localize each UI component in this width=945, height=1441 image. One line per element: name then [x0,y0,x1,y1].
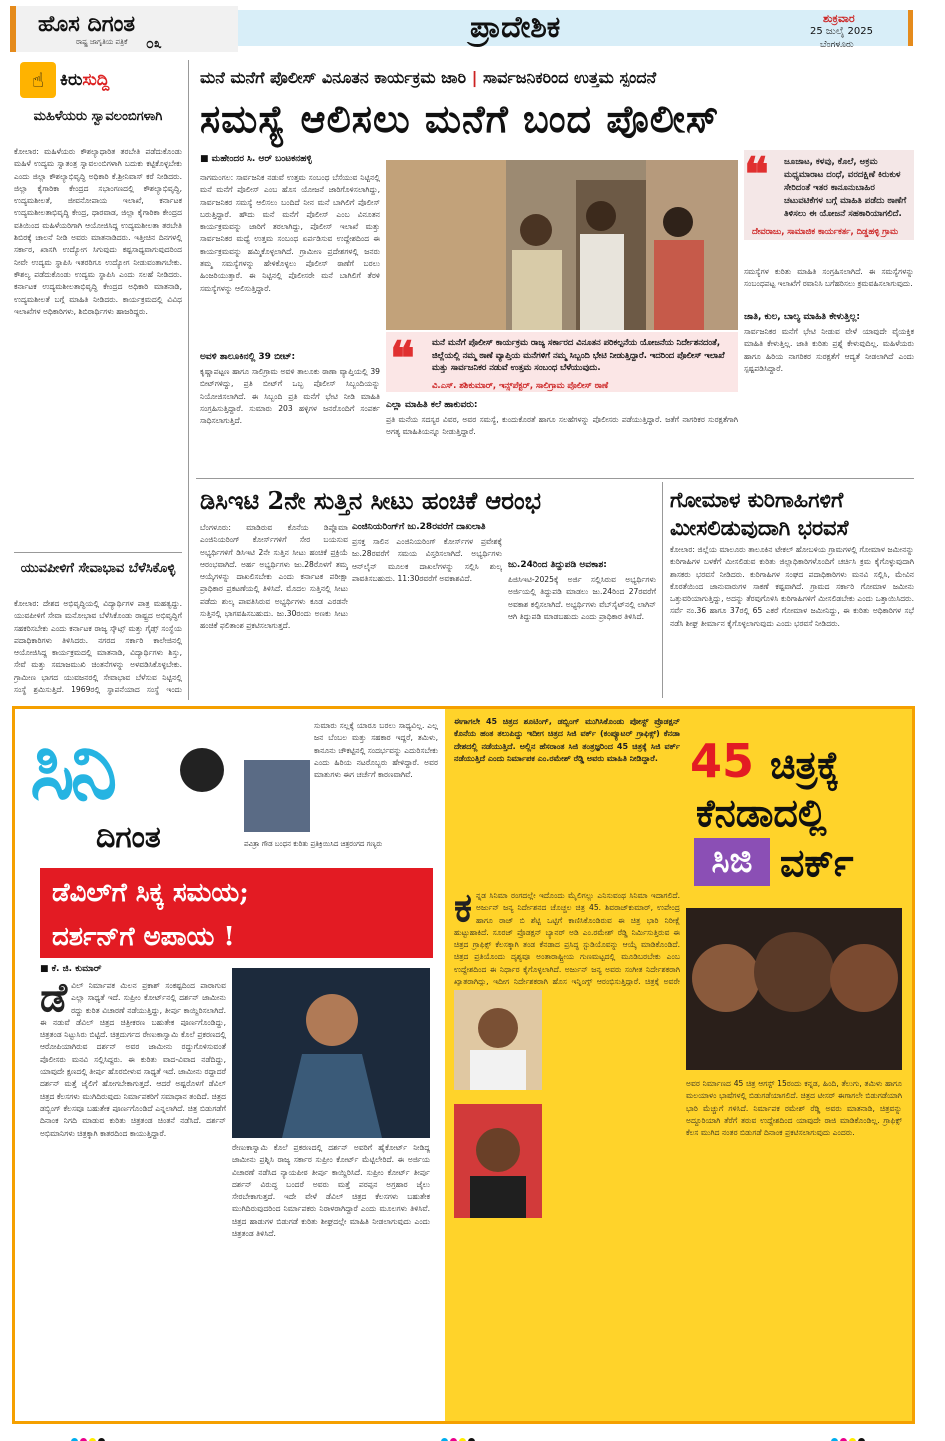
print-registration-marks [70,1430,106,1441]
police-subhead-2: ಎಲ್ಲಾ ಮಾಹಿತಿ ಕಲೆ ಹಾಕುವರು: [386,400,478,410]
gomala-headline: ಗೋಮಾಳ ಕುರಿಗಾಹಿಗಳಿಗೆ ಮೀಸಲಿಡುವುದಾಗಿ ಭರವಸೆ [670,487,849,540]
cg-body [454,890,680,986]
brief2-title: ಯುವಪೀಳಿಗೆ ಸೇವಾಭಾವ ಬೆಳೆಸಿಕೊಳ್ಳಿ [20,561,176,576]
cine-teaser: ಸುಮಾರು ಸಲ್ಲಕ್ಕೆ ಯಾರೂ ಬರಲು ಸಾಧ್ಯವಿಲ್ಲ. ಎಲ್ಲ ಜನ ಬೆಂಬಲ ಮತ್ತು ಸಹಕಾರ ಇದ್ದರೆ, ತಮಿಳು, ಕಾನೂನು ಚೌಕಟ್ಟಿನಲ್ಲಿ ಸಂದರ್ಭವನ್ನು ಎದುರಿಸಬೇಕು ಎಂದು ಹಿರಿಯ ನಟರೊಬ್ಬರು ಹೇಳಿದ್ದಾರೆ. ಅವರ ಮಾತುಗಳು ಈಗ ಚರ್ಚೆಗೆ ಕಾರಣವಾಗಿವೆ. [314,721,438,780]
kiru-label-prefix: ಕಿರು [60,70,83,90]
film-45-poster [686,908,902,1070]
police-photo-illustration [386,160,738,330]
divider [14,552,182,553]
devil-headline-2: ದರ್ಶನ್‌ಗೆ ಅಪಾಯ ! [52,922,235,952]
quote2-attribution: ವಿ.ಎಸ್. ಶಶಿಕುಮಾರ್, ಇನ್ಸ್‌ಪೆಕ್ಟರ್, ಸಾಲಿಗ್ರಾಮ ಪೊಲೀಸ್ ಠಾಣೆ [432,380,609,390]
dcet-headline: ಡಿಸಿಇಟಿ 2ನೇ ಸುತ್ತಿನ ಸೀಟು ಹಂಚಿಕೆ ಆರಂಭ [200,486,541,515]
film-45-poster-illustration [686,908,902,1070]
dcet-body-b: ಪ್ರಸಕ್ತ ಸಾಲಿನ ಎಂಜಿನಿಯರಿಂಗ್ ಕೋರ್ಸ್‌ಗಳ ಪ್ರವೇಶಕ್ಕೆ ಜು.28ರವರೆಗೆ ಸಮಯ ವಿಸ್ತರಿಸಲಾಗಿದೆ. ಅಭ್ಯರ್ಥಿಗಳು ಆನ್‌ಲೈನ್ ಮೂಲಕ ದಾಖಲೆಗಳನ್ನು ಸಲ್ಲಿಸಿ ಶುಲ್ಕ ಪಾವತಿಸಬಹುದು. 11:30ರವರೆಗೆ ಅವಕಾಶವಿದೆ. [352,537,502,583]
kiru-suddi-label [60,70,109,90]
kicker-right: ಸಾರ್ವಜನಿಕರಿಂದ ಉತ್ತಮ ಸ್ಪಂದನೆ [483,68,657,87]
quote1-text: ಜೂಜಾಟ, ಕಳವು, ಕೊಲೆ, ಅಕ್ರಮ ಮಧ್ಯಮಾರಾಟ ದಂಧೆ, ವರದಕ್ಷಿಣೆ ಕಿರುಕುಳ ಸೇರಿದಂತೆ ಇತರ ಕಾನೂನುಬಾಹಿರ ಚಟುವಟಿಕೆಗಳ ಬಗ್ಗೆ ಮಾಹಿತಿ ಪಡೆದು ಠಾಣೆಗೆ ತಿಳಿಸಲು ಈ ಯೋಜನೆ ಸಹಕಾರಿಯಾಗಲಿದೆ. [784,157,907,219]
masthead-accent-strip [908,10,913,46]
newspaper-tagline: ರಾಷ್ಟ್ರ ಜಾಗೃತಿಯ ಪತ್ರಿಕೆ [76,38,128,46]
police-headline: ಸಮಸ್ಯೆ ಆಲಿಸಲು ಮನೆಗೆ ಬಂದ ಪೊಲೀಸ್ [200,96,720,141]
darshan-photo-illustration [232,968,430,1138]
devil-byline: ■ ಕೆ. ಜಿ. ಕುಮಾರ್ [40,964,102,974]
square-bullet-icon: ■ [200,154,212,164]
page-number: ೦೩ [146,36,162,52]
quote2-text: ಮನೆ ಮನೆಗೆ ಪೊಲೀಸ್ ಕಾರ್ಯಕ್ರಮ ರಾಜ್ಯ ಸರ್ಕಾರದ ವಿನೂತನ ಪರಿಕಲ್ಪನೆಯ ಯೋಜನೆಯ ನಿರ್ದೇಶನದಂತೆ, ಜಿಲ್ಲೆಯಲ್ಲಿ ನಮ್ಮ ಠಾಣೆ ವ್ಯಾಪ್ತಿಯ ಮನೆಗಳಿಗೆ ನಮ್ಮ ಸಿಬ್ಬಂದಿ ಭೇಟಿ ನೀಡುತ್ತಿದ್ದಾರೆ. ಇದರಿಂದ ಪೊಲೀಸ್ ಇಲಾಖೆ ಮತ್ತು ಸಾರ್ವಜನಿಕರ ನಡುವೆ ಉತ್ತಮ ಸಂಬಂಧ ಬೆಳೆಯುವುದು. [432,337,725,372]
cg-dropcap: ಕ [454,890,472,931]
cg-headline-word-2: ಕೆನಡಾದಲ್ಲಿ [696,790,827,835]
cg-intro: ಈಗಾಗಲೇ 45 ಚಿತ್ರದ ಶೂಟಿಂಗ್, ಡಬ್ಬಿಂಗ್ ಮುಗಿಸಿಕೊಂಡು ಪೋಸ್ಟ್ ಪ್ರೊಡಕ್ಷನ್ ಕೊನೆಯ ಹಂತ ತಲುಪಿದ್ದು ಇದೀಗ ಚಿತ್ರದ ಸಿಜಿ ವರ್ಕ್ (ಕಂಪ್ಯೂಟರ್ ಗ್ರಾಫಿಕ್ಸ್) ಕೆನಡಾ ದೇಶದಲ್ಲಿ ನಡೆಯುತ್ತಿದೆ. ಅಲ್ಲಿನ ಹೆಸರಾಂತ ಸಿಜಿ ತಂತ್ರಜ್ಞರಿಂದ 45 ಚಿತ್ರಕ್ಕೆ ಸಿಜಿ ವರ್ಕ್ ನಡೆಯುತ್ತಿದೆ ಎಂದು ನಿರ್ಮಾಪಕ ಎಂ.ರಮೇಶ್ ರೆಡ್ಡಿ ಅವರು ಮಾಹಿತಿ ನೀಡಿದ್ದಾರೆ. [454,717,680,763]
cg-body-2: ಅವರ ನಿರ್ಮಾಣದ 45 ಚಿತ್ರ ಆಗಸ್ಟ್ 15ರಂದು ಕನ್ನಡ, ಹಿಂದಿ, ತೆಲುಗು, ತಮಿಳು ಹಾಗೂ ಮಲಯಾಳಂ ಭಾಷೆಗಳಲ್ಲಿ ಬಿಡುಗಡೆಯಾಗಲಿದೆ. ಚಿತ್ರದ ಟೀಸರ್ ಈಗಾಗಲೇ ಬಿಡುಗಡೆಯಾಗಿ ಭಾರಿ ಮೆಚ್ಚುಗೆ ಗಳಿಸಿದೆ. ನಿರ್ಮಾಪಕ ರಮೇಶ್ ರೆಡ್ಡಿ ಅವರು ಮಾತನಾಡಿ, ಚಿತ್ರವನ್ನು ಅದ್ದೂರಿಯಾಗಿ ತೆರೆಗೆ ತರುವ ಉದ್ದೇಶದಿಂದ ಯಾವುದೇ ರಾಜಿ ಮಾಡಿಕೊಂಡಿಲ್ಲ. ಗ್ರಾಫಿಕ್ಸ್ ಕೆಲಸ ಮುಗಿದ ನಂತರ ಬಿಡುಗಡೆ ದಿನಾಂಕ ಪ್ರಕಟಿಸಲಾಗುವುದು ಎಂದರು. [686,1079,902,1138]
column-rule [662,482,663,698]
quote1-attribution: ದೇವರಾಜು, ಸಾಮಾಜಿಕ ಕಾರ್ಯಕರ್ತ, ದಿಡ್ಡಹಳ್ಳಿ ಗ್ರಾಮ [752,226,898,236]
cg-headline-word-1: ಚಿತ್ರಕ್ಕೆ [770,742,840,787]
masthead-logo [10,6,238,52]
darshan-photo [232,968,430,1138]
police-body-1: ನಾಗಮಂಗಲ: ಸಾರ್ವಜನಿಕ ನಡುವೆ ಉತ್ತಮ ಸಂಬಂಧ ಬೆಸೆಯುವ ನಿಟ್ಟಿನಲ್ಲಿ ಮನೆ ಮನೆಗೆ ಪೊಲೀಸ್ ಎಂಬ ಹೊಸ ಯೋಜನೆ ಜಾರಿಗೊಳಿಸಲಾಗಿದ್ದು, ಸಾರ್ವಜನಿಕರ ಸಮಸ್ಯೆ ಆಲಿಸಲು ಬಂದಿದೆ ನೀನ ಮನೆ ಬಾಗಿಲಿಗೆ ಪೊಲೀಸ್ ಬರುತ್ತಿದ್ದಾರೆ. ಹೌದು ಮನೆ ಮನೆಗೆ ಪೊಲೀಸ್ ಎಂಬ ವಿನೂತನ ಕಾರ್ಯಕ್ರಮವನ್ನು ಜಾರಿಗೆ ತರಲಾಗಿದ್ದು, ಪೊಲೀಸ್ ಇಲಾಖೆ ಮತ್ತು ಸಾರ್ವಜನಿಕರ ಮಧ್ಯೆ ಉತ್ತಮ ಸಂಬಂಧ ಏರ್ಪಡಿಸುವ ಉದ್ದೇಶದಿಂದ ಈ ಕಾರ್ಯಕ್ರಮವನ್ನು ಹಮ್ಮಿಕೊಳ್ಳಲಾಗಿದೆ. ಗ್ರಾಮೀಣ ಪ್ರದೇಶಗಳಲ್ಲಿ ಜನರು ತಮ್ಮ ಸಮಸ್ಯೆಗಳನ್ನು ಹೇಳಿಕೊಳ್ಳಲು ಪೊಲೀಸ್ ಠಾಣೆಗೆ ಬರಲು ಹಿಂಜರಿಯುತ್ತಾರೆ. ಈ ನಿಟ್ಟಿನಲ್ಲಿ ಪೊಲೀಸರೇ ಮನೆ ಬಾಗಿಲಿಗೆ ತೆರಳಿ ಸಮಸ್ಯೆಗಳನ್ನು ಆಲಿಸುತ್ತಿದ್ದಾರೆ. [200,173,380,293]
section-title: ಪ್ರಾದೇಶಿಕ [470,10,561,45]
dcet-body: ಬೆಂಗಳೂರು: ಮಾಡಿರುವ ಕೊನೆಯ ಡಿಪ್ಲೊಮಾ ಎಂಜಿನಿಯರಿಂಗ್ ಕೋರ್ಸ್‌ಗಳಿಗೆ ಸೇರ ಬಯಸುವ ಅಭ್ಯರ್ಥಿಗಳಿಗೆ ಡಿಸಿಇಟಿ 2ನೇ ಸುತ್ತಿನ ಸೀಟು ಹಂಚಿಕೆ ಪ್ರಕ್ರಿಯೆ ಆರಂಭವಾಗಿದೆ. ಅರ್ಹ ಅಭ್ಯರ್ಥಿಗಳು ಜು.28ರೊಳಗೆ ತಮ್ಮ ಆಯ್ಕೆಗಳನ್ನು ದಾಖಲಿಸಬೇಕು ಎಂದು ಕರ್ನಾಟಕ ಪರೀಕ್ಷಾ ಪ್ರಾಧಿಕಾರ ಪ್ರಕಟಣೆಯಲ್ಲಿ ತಿಳಿಸಿದೆ. ಮೊದಲ ಸುತ್ತಿನಲ್ಲಿ ಸೀಟು ಪಡೆದು ಶುಲ್ಕ ಪಾವತಿಸಿರುವ ಅಭ್ಯರ್ಥಿಗಳು ಕೂಡ ಎರಡನೇ ಸುತ್ತಿನಲ್ಲಿ ಭಾಗವಹಿಸಬಹುದು. ಜು.30ರಂದು ಅಣಕು ಸೀಟು ಹಂಚಿಕೆ ಫಲಿತಾಂಶ ಪ್ರಕಟಿಸಲಾಗುತ್ತದೆ. [200,523,348,631]
police-byline: ■ ಮಹೇಂದರ ಸಿ. ಆರ್ ಬಂಟಕನಹಳ್ಳಿ [200,154,312,164]
police-kicker [200,68,656,88]
police-body-3: ಪ್ರತಿ ಮನೆಯ ಸದಸ್ಯರ ವಿವರ, ಅವರ ಸಮಸ್ಯೆ, ಕುಂದುಕೊರತೆ ಹಾಗೂ ಸಲಹೆಗಳನ್ನು ಪೊಲೀಸರು ಪಡೆಯುತ್ತಿದ್ದಾರೆ. ಜತೆಗೆ ನಾಗರಿಕರ ಸುರಕ್ಷತೆಗಾಗಿ ಅಗತ್ಯ ಮಾಹಿತಿಯನ್ನೂ ನೀಡುತ್ತಿದ್ದಾರೆ. [386,415,738,437]
cg-body-text: ನ್ನಡ ಸಿನಿಮಾ ರಂಗದಲ್ಲೇ ಇದೊಂದು ಮೈಲಿಗಲ್ಲು ಎನಿಸುವಂಥ ಸಿನಿಮಾ ಇದಾಗಲಿದೆ. ಅರ್ಜುನ್ ಜನ್ಯ ನಿರ್ದೇಶನದ ಚೊಚ್ಚಲ ಚಿತ್ರ 45. ಶಿವರಾಜ್‌ಕುಮಾರ್, ಉಪೇಂದ್ರ ಹಾಗೂ ರಾಜ್ ಬಿ ಶೆಟ್ಟಿ ಒಟ್ಟಿಗೆ ಕಾಣಿಸಿಕೊಂಡಿರುವ ಈ ಚಿತ್ರ ಭಾರಿ ನಿರೀಕ್ಷೆ ಹುಟ್ಟುಹಾಕಿದೆ. ಸೂರಜ್ ಪ್ರೊಡಕ್ಷನ್ ಬ್ಯಾನರ್ ಅಡಿ ಎಂ.ರಮೇಶ್ ರೆಡ್ಡಿ ನಿರ್ಮಿಸುತ್ತಿರುವ ಈ ಚಿತ್ರದ ಗ್ರಾಫಿಕ್ಸ್ ಕೆಲಸಕ್ಕಾಗಿ ತಂಡ ಕೆನಡಾದ ಪ್ರಸಿದ್ಧ ಸ್ಟುಡಿಯೊವನ್ನು ಆಯ್ಕೆ ಮಾಡಿಕೊಂಡಿದೆ. ಚಿತ್ರದ ಪ್ರತಿಯೊಂದು ದೃಶ್ಯವೂ ಅಂತಾರಾಷ್ಟ್ರೀಯ ಗುಣಮಟ್ಟದಲ್ಲಿ ಮೂಡಿಬರಬೇಕು ಎಂಬ ಉದ್ದೇಶದಿಂದ ಈ ನಿರ್ಧಾರ ಕೈಗೊಳ್ಳಲಾಗಿದೆ. ಅರ್ಜುನ್ ಜನ್ಯ ಅವರು ಸಂಗೀತ ನಿರ್ದೇಶಕರಾಗಿ ಖ್ಯಾತರಾಗಿದ್ದು, ಇದೀಗ ನಿರ್ದೇಶಕರಾಗಿ ಹೊಸ ಇನ್ನಿಂಗ್ಸ್ ಆರಂಭಿಸುತ್ತಿದ್ದಾರೆ. ಚಿತ್ರಕ್ಕೆ ಅವರೇ [454,891,680,986]
devil-body-text: ವಿಲ್ ನಿರ್ಮಾಪಕ ಮಿಲನ ಪ್ರಕಾಶ್ ಸಂಕಷ್ಟದಿಂದ ಪಾರಾಗುವ ಎಲ್ಲಾ ಸಾಧ್ಯತೆ ಇದೆ. ಸುಪ್ರೀಂ ಕೋರ್ಟ್‌ನಲ್ಲಿ ದರ್ಶನ್ ಜಾಮೀನು ರದ್ದು ಕುರಿತ ವಿಚಾರಣೆ ನಡೆಯುತ್ತಿದ್ದು, ತೀರ್ಪು ಕಾಯ್ದಿರಿಸಲಾಗಿದೆ. ಈ ನಡುವೆ ಡೆವಿಲ್ ಚಿತ್ರದ ಚಿತ್ರೀಕರಣ ಬಹುತೇಕ ಪೂರ್ಣಗೊಂಡಿದ್ದು, ಚಿತ್ರತಂಡ ನಿಟ್ಟುಸಿರು ಬಿಟ್ಟಿದೆ. ಚಿತ್ರದುರ್ಗದ ರೇಣುಕಾಸ್ವಾಮಿ ಕೊಲೆ ಪ್ರಕರಣದಲ್ಲಿ ಆರೋಪಿಯಾಗಿರುವ ದರ್ಶನ್ ಅವರ ಜಾಮೀನು ರದ್ದುಗೊಳಿಸುವಂತೆ ಪೊಲೀಸರು ಮನವಿ ಸಲ್ಲಿಸಿದ್ದರು. ಈ ಕುರಿತು ವಾದ-ವಿವಾದ ನಡೆದಿದ್ದು, ಯಾವುದೇ ಕ್ಷಣದಲ್ಲಿ ತೀರ್ಪು ಹೊರಬೀಳುವ ಸಾಧ್ಯತೆ ಇದೆ. ಜಾಮೀನು ರದ್ದಾದರೆ ದರ್ಶನ್ ಮತ್ತೆ ಜೈಲಿಗೆ ಹೋಗಬೇಕಾಗುತ್ತದೆ. ಆದರೆ ಅಷ್ಟರೊಳಗೆ ಡೆವಿಲ್ ಚಿತ್ರದ ಕೆಲಸಗಳು ಮುಗಿದಿರುವುದು ನಿರ್ಮಾಪಕರಿಗೆ ಸಮಾಧಾನ ತಂದಿದೆ. ಚಿತ್ರದ ಡಬ್ಬಿಂಗ್ ಕೆಲಸವೂ ಬಹುತೇಕ ಪೂರ್ಣಗೊಂಡಿದೆ ಎನ್ನಲಾಗಿದೆ. ಚಿತ್ರ ಬಿಡುಗಡೆಗೆ ದಿನಾಂಕ ನಿಗದಿ ಮಾಡುವ ಕುರಿತು ಚಿತ್ರತಂಡ ಚಿಂತನೆ ನಡೆಸಿದೆ. ದರ್ಶನ್ ಅಭಿಮಾನಿಗಳು ಚಿತ್ರಕ್ಕಾಗಿ ಕಾತರದಿಂದ ಕಾಯುತ್ತಿದ್ದಾರೆ. [40,981,226,1138]
masthead-bar [238,10,908,46]
hand-pointer-icon: ☝ [20,62,56,98]
square-bullet-icon: ■ [40,964,52,974]
director-photo-illustration [454,1104,542,1218]
police-body-4: ಸಮಸ್ಯೆಗಳ ಕುರಿತು ಮಾಹಿತಿ ಸಂಗ್ರಹಿಸಲಾಗಿದೆ. ಈ ಸಮಸ್ಯೆಗಳನ್ನು ಸಂಬಂಧಪಟ್ಟ ಇಲಾಖೆಗೆ ರವಾನಿಸಿ ಬಗೆಹರಿಸಲು ಕ್ರಮವಹಿಸಲಾಗುವುದು. [744,267,914,289]
brief2-body: ಕೋಲಾರ: ದೇಶದ ಅಭಿವೃದ್ಧಿಯಲ್ಲಿ ವಿದ್ಯಾರ್ಥಿಗಳ ಪಾತ್ರ ಮಹತ್ವದ್ದು. ಯುವಪೀಳಿಗೆ ಸೇವಾ ಮನೋಭಾವ ಬೆಳೆಸಿಕೊಂಡು ರಾಷ್ಟ್ರದ ಅಭಿವೃದ್ಧಿಗೆ ಸಹಕರಿಸಬೇಕು ಎಂದು ಕರ್ನಾಟಕ ರಾಜ್ಯ ಸ್ಕೌಟ್ಸ್ ಮತ್ತು ಗೈಡ್ಸ್ ಸಂಸ್ಥೆಯ ಪದಾಧಿಕಾರಿಗಳು ತಿಳಿಸಿದರು. ನಗರದ ಸರ್ಕಾರಿ ಕಾಲೇಜಿನಲ್ಲಿ ಆಯೋಜಿಸಿದ್ದ ಕಾರ್ಯಕ್ರಮದಲ್ಲಿ ಮಾತನಾಡಿ, ವಿದ್ಯಾರ್ಥಿಗಳು ಶಿಸ್ತು, ಸೇವೆ ಮತ್ತು ಸಮಾಜಮುಖಿ ಚಿಂತನೆಗಳನ್ನು ಅಳವಡಿಸಿಕೊಳ್ಳಬೇಕು. ಗ್ರಾಮೀಣ ಭಾಗದ ಯುವಜನರಲ್ಲಿ ಸೇವಾಭಾವ ಬೆಳೆಸುವ ನಿಟ್ಟಿನಲ್ಲಿ ಸಂಸ್ಥೆ ಶ್ರಮಿಸುತ್ತಿದೆ. 1969ರಲ್ಲಿ ಸ್ಥಾಪನೆಯಾದ ಸಂಸ್ಥೆ ಇಂದು [14,599,182,695]
devil-body-2: ರೇಣುಕಾಸ್ವಾಮಿ ಕೊಲೆ ಪ್ರಕರಣದಲ್ಲಿ ದರ್ಶನ್ ಅವರಿಗೆ ಹೈಕೋರ್ಟ್ ನೀಡಿದ್ದ ಜಾಮೀನು ಪ್ರಶ್ನಿಸಿ ರಾಜ್ಯ ಸರ್ಕಾರ ಸುಪ್ರೀಂ ಕೋರ್ಟ್ ಮೆಟ್ಟಿಲೇರಿದೆ. ಈ ಅರ್ಜಿಯ ವಿಚಾರಣೆ ನಡೆಸಿದ ನ್ಯಾಯಪೀಠ ತೀರ್ಪು ಕಾಯ್ದಿರಿಸಿದೆ. ಸುಪ್ರೀಂ ಕೋರ್ಟ್ ತೀರ್ಪು ದರ್ಶನ್ ವಿರುದ್ಧ ಬಂದರೆ ಅವರು ಮತ್ತೆ ಪರಪ್ಪನ ಅಗ್ರಹಾರ ಜೈಲು ಸೇರಬೇಕಾಗುತ್ತದೆ. ಇದೇ ವೇಳೆ ಡೆವಿಲ್ ಚಿತ್ರದ ಕೆಲಸಗಳು ಬಹುತೇಕ ಮುಗಿದಿರುವುದರಿಂದ ನಿರ್ಮಾಪಕರು ನಿರಾಳರಾಗಿದ್ದಾರೆ ಎಂದು ಮೂಲಗಳು ತಿಳಿಸಿವೆ. ಚಿತ್ರದ ಹಾಡುಗಳ ಬಿಡುಗಡೆ ಕುರಿತು ಶೀಘ್ರದಲ್ಲೇ ಮಾಹಿತಿ ನೀಡಲಾಗುವುದು ಎಂದು ಚಿತ್ರತಂಡ ತಿಳಿಸಿದೆ. [232,1143,430,1239]
brief1-title: ಮಹಿಳೆಯರು ಸ್ವಾವಲಂಬಿಗಳಾಗಿ [33,109,163,124]
print-registration-marks [440,1430,476,1441]
cg-body-col2 [548,990,680,1414]
police-subhead-3: ಜಾತಿ, ಕುಲ, ಬಾಲ್ಯ ಮಾಹಿತಿ ಕೇಳುತ್ತಿಲ್ಲ: [744,312,860,322]
quote-mark-icon: ❝ [744,147,769,201]
dcet-body-c: ಪಿಜಿಸಿಇಟಿ-2025ಕ್ಕೆ ಅರ್ಜಿ ಸಲ್ಲಿಸಿರುವ ಅಭ್ಯರ್ಥಿಗಳು ಅರ್ಜಿಯಲ್ಲಿ ತಿದ್ದುಪಡಿ ಮಾಡಲು ಜು.24ರಿಂದ 27ರವರೆಗೆ ಅವಕಾಶ ಕಲ್ಪಿಸಲಾಗಿದೆ. ಅಭ್ಯರ್ಥಿಗಳು ವೆಬ್‌ಸೈಟ್‌ನಲ್ಲಿ ಲಾಗಿನ್ ಆಗಿ ತಿದ್ದುಪಡಿ ಮಾಡಬಹುದು ಎಂದು ಪ್ರಾಧಿಕಾರ ತಿಳಿಸಿದೆ. [508,575,656,621]
cg-headline-word-3: ಸಿಜಿ [694,838,770,886]
brief1-body: ಕೋಲಾರ: ಮಹಿಳೆಯರು ಕೌಶಲ್ಯಾಧಾರಿತ ತರಬೇತಿ ಪಡೆದುಕೊಂಡು ಮಹಿಳೆ ಉದ್ಯಮ ಸ್ವಾತಂತ್ರ ಸ್ವಾವಲಂಬಿಗಳಾಗಿ ಬದುಕು ಕಟ್ಟಿಕೊಳ್ಳಬೇಕು ಎಂದು ಜಿಲ್ಲಾ ಕೌಶಲ್ಯಾಭಿವೃದ್ಧಿ ಅಧಿಕಾರಿ ಕೆ.ಶ್ರೀನಿವಾಸ್ ಕರೆ ನೀಡಿದರು. ಜಿಲ್ಲಾ ಕೈಗಾರಿಕಾ ಕೇಂದ್ರದ ಸಭಾಂಗಣದಲ್ಲಿ ಕೌಶಲ್ಯಾಭಿವೃದ್ಧಿ, ಉದ್ಯಮಶೀಲತೆ, ಜೀವನೋಪಾಯ ಇಲಾಖೆ, ಕರ್ನಾಟಕ ಉದ್ಯಮಶೀಲತಾಭಿವೃದ್ಧಿ ಕೇಂದ್ರ, ಧಾರವಾಡ, ಜಿಲ್ಲಾ ಕೈಗಾರಿಕಾ ಕೇಂದ್ರದ ವತಿಯಿಂದ ಮಹಿಳೆಯರಿಗಾಗಿ ಆಯೋಜಿಸಿದ್ದ ಉದ್ಯಮಶೀಲತಾ ತರಬೇತಿ ಶಿಬಿರಕ್ಕೆ ಚಾಲನೆ ನೀಡಿ ಅವರು ಮಾತನಾಡಿದರು. ಇತ್ತೀಚಿನ ದಿನಗಳಲ್ಲಿ ಸರ್ಕಾರ, ಖಾಸಗಿ ಉದ್ಯೋಗ ಸಿಗುವುದು ಕಷ್ಟಸಾಧ್ಯವಾಗುವುದರಿಂದ ನೀವೇ ಉದ್ಯಮ ಸ್ಥಾಪಿಸಿ ಇತರರಿಗೂ ಉದ್ಯೋಗ ನೀಡುವಂತಾಗಬೇಕು. ಕೌಶಲ್ಯ ಪಡೆದುಕೊಂಡು ಉದ್ಯಮ ಸ್ಥಾಪಿಸಿ ಎಂದು ಸಲಹೆ ನೀಡಿದರು. ಕರ್ನಾಟಕ ಉದ್ಯಮಶೀಲತಾಭಿವೃದ್ಧಿ ಕೇಂದ್ರದ ಅಧಿಕಾರಿ ಮಾತನಾಡಿ, ಉದ್ಯಮಶೀಲತೆ ಬಗ್ಗೆ ಮಾಹಿತಿ ನೀಡಿದರು. ಕಾರ್ಯಕ್ರಮದಲ್ಲಿ ವಿವಿಧ ಇಲಾಖೆಗಳ ಅಧಿಕಾರಿಗಳು, ಶಿಬಿರಾರ್ಥಿಗಳು ಹಾಜರಿದ್ದರು. [14,147,182,316]
director-photo [454,1104,542,1218]
police-body-5: ಸಾರ್ವಜನಿಕರ ಮನೆಗೆ ಭೇಟಿ ನೀಡುವ ವೇಳೆ ಯಾವುದೇ ವೈಯಕ್ತಿಕ ಮಾಹಿತಿ ಕೇಳುತ್ತಿಲ್ಲ. ಜಾತಿ ಕುರಿತು ಪ್ರಶ್ನೆ ಕೇಳುವುದಿಲ್ಲ. ಮಹಿಳೆಯರು ಹಾಗೂ ಹಿರಿಯ ನಾಗರಿಕರ ಸುರಕ್ಷತೆಗೆ ಆದ್ಯತೆ ನೀಡಲಾಗಿದೆ ಎಂದು ಸ್ಪಷ್ಟಪಡಿಸಿದ್ದಾರೆ. [744,327,914,373]
column-rule [188,60,189,700]
devil-headline-1: ಡೆವಿಲ್‌ಗೆ ಸಿಕ್ಕ ಸಮಯ; [52,878,249,908]
dcet-subhead-2: ಜು.24ರಿಂದ ತಿದ್ದುಪಡಿ ಅವಕಾಶ: [508,560,607,570]
producer-photo [454,990,542,1090]
police-visit-photo [386,160,738,330]
masthead-day: ಶುಕ್ರವಾರ [823,12,855,25]
masthead-city: ಬೆಂಗಳೂರು [820,40,854,50]
cg-headline-word-4: ವರ್ಕ್ [780,840,854,885]
film-reel-icon [180,748,224,792]
police-body-2: ಕೃಷ್ಣಾಪಟ್ಟಣ ಹಾಗೂ ಸಾಲಿಗ್ರಾಮ ಅವಳಿ ತಾಲೂಕು ಠಾಣಾ ವ್ಯಾಪ್ತಿಯಲ್ಲಿ 39 ಬೀಟ್‌ಗಳಿದ್ದು, ಪ್ರತಿ ಬೀಟ್‌ಗೆ ಒಬ್ಬ ಪೊಲೀಸ್ ಸಿಬ್ಬಂದಿಯನ್ನು ನಿಯೋಜಿಸಲಾಗಿದೆ. ಈ ಸಿಬ್ಬಂದಿ ಪ್ರತಿ ಮನೆಗೆ ಭೇಟಿ ನೀಡಿ ಮಾಹಿತಿ ಸಂಗ್ರಹಿಸುತ್ತಿದ್ದಾರೆ. ಸುಮಾರು 203 ಹಳ್ಳಿಗಳ ಜನರೊಂದಿಗೆ ಸಂಪರ್ಕ ಸಾಧಿಸಲಾಗುತ್ತಿದೆ. [200,367,380,426]
divider [196,478,914,479]
devil-body [40,980,226,1414]
kicker-left: ಮನೆ ಮನೆಗೆ ಪೊಲೀಸ್ ವಿನೂತನ ಕಾರ್ಯಕ್ರಮ ಜಾರಿ [200,68,467,87]
dcet-subhead-1: ಎಂಜಿನಿಯರಿಂಗ್‌ಗೆ ಜು.28ರವರೆಗೆ ದಾಖಲಾತಿ [352,522,486,532]
masthead-date: 25 ಜುಲೈ 2025 [810,26,873,37]
producer-photo-illustration [454,990,542,1090]
cg-headline-number: 45 [690,734,755,788]
gomala-body: ಕೋಲಾರ: ಜಿಲ್ಲೆಯ ಮಾಲೂರು ತಾಲೂಕಿನ ಟೇಕಲ್ ಹೋಬಳಿಯ ಗ್ರಾಮಗಳಲ್ಲಿ ಗೋಮಾಳ ಜಮೀನನ್ನು ಕುರಿಗಾಹಿಗಳ ಬಳಕೆಗೆ ಮೀಸಲಿಡುವ ಕುರಿತು ಜಿಲ್ಲಾಧಿಕಾರಿಗಳೊಂದಿಗೆ ಚರ್ಚಿಸಿ ಕ್ರಮ ಕೈಗೊಳ್ಳುವುದಾಗಿ ಶಾಸಕರು ಭರವಸೆ ನೀಡಿದರು. ಕುರಿಗಾಹಿಗಳ ಸಂಘದ ಪದಾಧಿಕಾರಿಗಳು ಮನವಿ ಸಲ್ಲಿಸಿ, ಮೇವಿನ ಕೊರತೆಯಿಂದ ಜಾನುವಾರುಗಳ ಸಾಕಣೆ ಕಷ್ಟವಾಗಿದೆ. ಗ್ರಾಮದ ಸರ್ಕಾರಿ ಗೋಮಾಳ ಜಮೀನು ಒತ್ತುವರಿಯಾಗುತ್ತಿದ್ದು, ಅದನ್ನು ತೆರವುಗೊಳಿಸಿ ಕುರಿಗಾಹಿಗಳಿಗೆ ಮೀಸಲಿಡಬೇಕು ಎಂದು ಒತ್ತಾಯಿಸಿದರು. ಸರ್ವೆ ನಂ.36 ಹಾಗೂ 37ರಲ್ಲಿ 65 ಎಕರೆ ಗೋಮಾಳ ಜಮೀನಿದ್ದು, ಈ ಕುರಿತು ಅಧಿಕಾರಿಗಳ ಸಭೆ ನಡೆಸಿ ಶೀಘ್ರ ತೀರ್ಮಾನ ಕೈಗೊಳ್ಳಲಾಗುವುದು ಎಂದು ಭರವಸೆ ನೀಡಿದರು. [670,545,914,628]
print-registration-marks [830,1430,866,1441]
kiru-label-suffix: ಸುದ್ದಿ [82,70,110,90]
devil-headline-box [40,868,433,958]
cine-logo-sub: ದಿಗಂತ [96,820,161,855]
quote-mark-icon: ❝ [390,331,415,385]
police-subhead: ಅವಳಿ ತಾಲೂಕಿನಲ್ಲಿ 39 ಬೀಟ್: [200,352,296,362]
kicker-divider: | [471,68,484,87]
devil-dropcap: ಡೆ [40,980,68,1021]
cine-teaser-caption: ಪವಿತ್ರಾ ಗೌಡ ಬಂಧನ ಕುರಿತು ಪ್ರತಿಕ್ರಿಯಿಸಿದ ಚಿತ್ರರಂಗದ ಗಣ್ಯರು [244,840,383,848]
cine-logo: ಸಿನಿ [30,720,114,818]
newspaper-brand: ಹೊಸ ದಿಗಂತ [38,12,136,37]
actor-portrait-photo [244,760,310,832]
